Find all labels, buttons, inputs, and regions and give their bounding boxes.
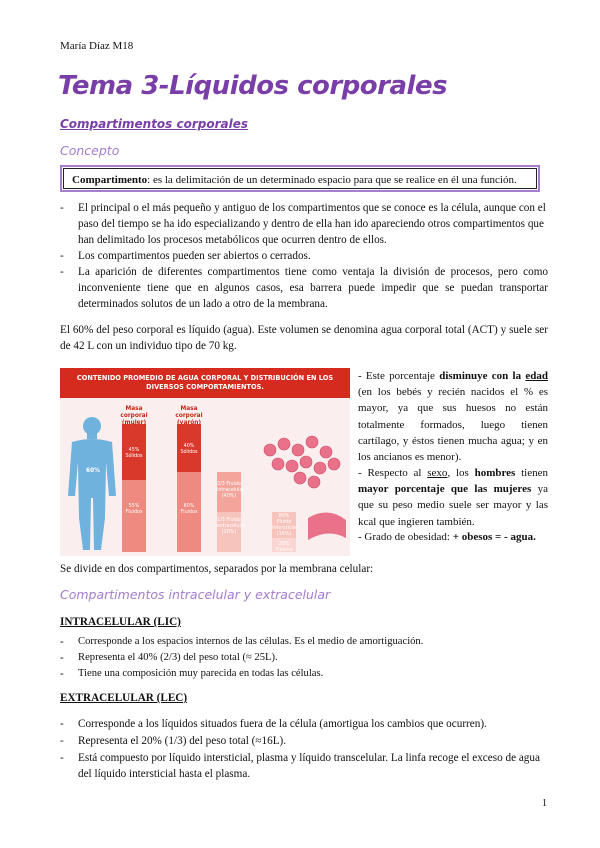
lec-heading: EXTRACELULAR (LEC) bbox=[60, 692, 188, 704]
author-name: María Díaz M18 bbox=[60, 40, 134, 52]
page-title: Tema 3-Líquidos corporales bbox=[58, 71, 448, 101]
col1-fluid-bar bbox=[122, 480, 146, 552]
divide-paragraph: Se divide en dos compartimentos, separados por la membrana celular: bbox=[60, 563, 374, 575]
lic-label: 2/3 Fluido intracelular (40%) bbox=[217, 482, 245, 499]
obesity-paragraph: - Grado de obesidad: + obesos = - agua. bbox=[358, 531, 536, 543]
section-heading-intra-extra: Compartimentos intracelular y extracelular bbox=[60, 587, 331, 602]
list-item: - Corresponde a los espacios internos de las células. Es el medio de amortiguación. bbox=[60, 636, 424, 648]
concept-bullet-3: La aparición de diferentes compartimentos tiene como ventaja la división de procesos, pero como inconveniente tiene que en algunos casos, esa barrera puede impedir que se puedan transportar determinados solutos de un lado a otro de la membrana. bbox=[78, 266, 548, 310]
list-item: - Tiene una composición muy parecida en todas las células. bbox=[60, 668, 324, 680]
col2-solid-label: 40% Sólidos bbox=[180, 444, 198, 455]
body-percent-label: 60% bbox=[86, 468, 100, 474]
section-heading-compartments: Compartimentos corporales bbox=[60, 117, 249, 131]
figure-graphic bbox=[60, 368, 350, 556]
list-item: - Los compartimentos pueden ser abiertos o cerrados. bbox=[60, 248, 548, 264]
vessel-icon bbox=[308, 512, 346, 540]
sex-paragraph: - Respecto al sexo, los hombres tienen mayor porcentaje que las mujeres ya que su peso medio suele ser mayor y las kcal que ingieren también. bbox=[358, 467, 548, 528]
act-paragraph: El 60% del peso corporal es líquido (agua). Este volumen se denomina agua corporal total (ACT) y suele ser de 42 L con un individuo tipo de 70 kg. bbox=[60, 324, 548, 352]
col1-label: Masa corporal (mujer) bbox=[120, 406, 148, 426]
concept-bullet-1: El principal o el más pequeño y antiguo de los compartimentos que se conoce es la célula, aunque con el paso del tiempo se ha ido especializando y dentro de ella han ido apareciendo otros compartimentos que han delimitado los procesos metabólicos que ocurren dentro de ellos. bbox=[78, 202, 546, 246]
lic-heading: INTRACELULAR (LIC) bbox=[60, 616, 181, 628]
page-number: 1 bbox=[542, 798, 547, 809]
col2-fluid-label: 60% Fluidos bbox=[180, 504, 198, 515]
body-water-figure bbox=[60, 368, 350, 556]
col2-label: Masa corporal (varón) bbox=[175, 406, 203, 426]
age-paragraph: - Este porcentaje disminuye con la edad (en los bebés y recién nacidos el % es mayor, ya que sus huesos no están totalmente formados, luego tienen cartílago, y éstos tienen mucha agua; y en los ancianos es menor). bbox=[358, 370, 548, 464]
subsection-heading-concept: Concepto bbox=[60, 143, 120, 158]
plasma-label: 20% Plasma bbox=[275, 542, 293, 553]
col1-solid-label: 45% Sólidos bbox=[125, 448, 143, 459]
concept-bullet-2: Los compartimentos pueden ser abiertos o cerrados. bbox=[78, 250, 311, 262]
interstitial-label: 80% Fluido intersticial (16%) bbox=[272, 514, 298, 537]
col1-fluid-label: 55% Fluidos bbox=[125, 504, 143, 515]
figure-banner: CONTENIDO PROMEDIO DE AGUA CORPORAL Y DISTRIBUCIÓN EN LOS DIVERSOS COMPORTAMIENTOS. bbox=[60, 368, 350, 398]
definition-term: Compartimento bbox=[72, 174, 148, 186]
list-item: - Corresponde a los líquidos situados fuera de la célula (amortigua los cambios que ocurren). bbox=[60, 718, 487, 730]
list-item: - Está compuesto por líquido intersticial, plasma y líquido transcelular. La linfa recoge el exceso de agua del líquido intersticial hasta el plasma. bbox=[60, 752, 540, 780]
list-item: - Representa el 40% (2/3) del peso total (≈ 25L). bbox=[60, 652, 278, 664]
definition-box bbox=[60, 165, 540, 192]
list-item: - Representa el 20% (1/3) del peso total (≈16L). bbox=[60, 735, 287, 747]
cells-icon bbox=[264, 436, 340, 488]
list-item: - El principal o el más pequeño y antiguo de los compartimentos que se conoce es la célula, aunque con el paso del tiempo se ha ido especializando y dentro de ella han ido apareciendo otros compartimentos que han delimitado los procesos metabólicos que ocurren dentro de ellos. bbox=[60, 200, 548, 248]
human-body-icon bbox=[68, 417, 116, 550]
lec-label: 1/3 Fluido extracelular (20%) bbox=[217, 518, 246, 535]
definition-text: : es la delimitación de un determinado espacio para que se realice en él una función. bbox=[147, 174, 517, 186]
list-item: - La aparición de diferentes compartimentos tiene como ventaja la división de procesos, pero como inconveniente tiene que en algunos casos, esa barrera puede impedir que se puedan transportar determinados solutos de un lado a otro de la membrana. bbox=[60, 266, 548, 310]
